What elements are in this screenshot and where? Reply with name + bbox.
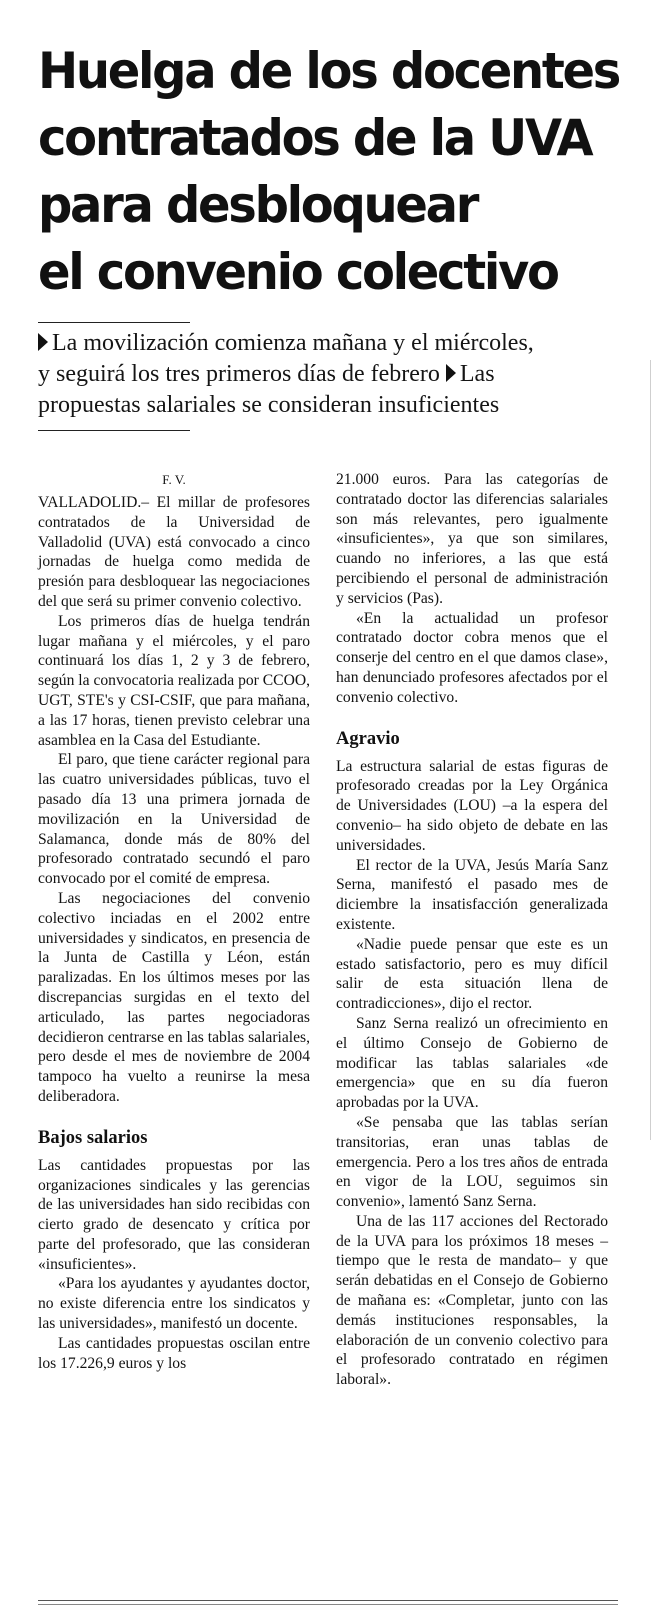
subheadline-line-3 <box>38 390 628 421</box>
paragraph: Las negociaciones del convenio colectivo inciadas en el 2002 entre universidades y sindicatos, en presencia de la Junta de Castilla y Léon, están paralizadas. En los últimos meses por las discrepancias surgidas en el texto del articulado, las partes negociadoras decidieron centrarse en las tablas salariales, pero desde el mes de noviembre de 2004 tampoco ha vuelto a reunirse la mesa deliberadora. <box>38 889 310 1105</box>
paragraph: Sanz Serna realizó un ofrecimiento en el último Consejo de Gobierno de modificar las tablas salariales «de emergencia» que en su día fueron aprobadas por la UVA. <box>336 1014 608 1112</box>
paragraph: 21.000 euros. Para las categorías de contratado doctor las diferencias salariales son más relevantes, pero igualmente «insuficientes», ya que son similares, cuando no inferiores, a las que está percibiendo el personal de administración y servicios (Pas). <box>336 471 608 607</box>
subheadline-text: La movilización comienza mañana y el miércoles, <box>52 330 534 356</box>
article-column-right <box>336 470 608 1390</box>
headline-line: contratados de la UVA <box>38 109 592 167</box>
dateline: VALLADOLID.– <box>38 494 150 511</box>
paragraph: «En la actualidad un profesor contratado doctor cobra menos que el conserje del centro en el que damos clase», han denunciado profesores afectados por el convenio colectivo. <box>336 609 608 706</box>
subheadline-text: Las <box>459 361 495 387</box>
subheadline-top-rule <box>38 322 190 323</box>
footer-rule <box>38 1600 618 1601</box>
subheadline-text: y seguirá los tres primeros días de febrero <box>38 361 440 387</box>
headline <box>38 38 620 306</box>
byline: F. V. <box>162 472 186 487</box>
paragraph: «Nadie puede pensar que este es un estado satisfactorio, pero es muy difícil salir de esta situación llena de contradicciones», dijo el rector. <box>336 935 608 1013</box>
subheadline <box>38 328 628 421</box>
subheadline-bottom-rule <box>38 430 190 431</box>
paragraph <box>38 493 310 612</box>
paragraph-text: El millar de profesores contratados de la Universidad de Valladolid (UVA) está convocado a cinco jornadas de huelga como medida de presión para desbloquear las negociaciones del que será su primer convenio colectivo. <box>38 494 310 610</box>
headline-line: el convenio colectivo <box>38 243 558 301</box>
paragraph: «Se pensaba que las tablas serían transitorias, eran unas tablas de emergencia. Pero a los tres años de entrada en vigor de la LOU, seguimos sin convenio», lamentó Sanz Serna. <box>336 1113 608 1211</box>
triangle-bullet-icon <box>38 333 48 351</box>
footer-rule <box>38 1604 618 1605</box>
section-heading-bajos-salarios: Bajos salarios <box>38 1127 148 1148</box>
article-column-left <box>38 470 310 1373</box>
paragraph: El rector de la UVA, Jesús María Sanz Serna, manifestó el pasado mes de diciembre la insatisfacción generalizada existente. <box>336 856 608 933</box>
paragraph: «Para los ayudantes y ayudantes doctor, no existe diferencia entre los sindicatos y las universidades», manifestó un docente. <box>38 1275 310 1333</box>
page-margin-line <box>650 360 651 1140</box>
subheadline-line-2 <box>38 359 628 390</box>
triangle-bullet-icon <box>446 364 456 382</box>
paragraph: Las cantidades propuestas por las organizaciones sindicales y las gerencias de las universidades han sido recibidas con cierto grado de desencato y crítica por parte del profesorado, que las consideran «insuficientes». <box>38 1156 310 1273</box>
paragraph: La estructura salarial de estas figuras de profesorado creadas por la Ley Orgánica de Universidades (LOU) –a la espera del convenio– ha sido objeto de debate en las universidades. <box>336 757 608 854</box>
paragraph: Las cantidades propuestas oscilan entre los 17.226,9 euros y los <box>38 1334 310 1372</box>
paragraph: Los primeros días de huelga tendrán lugar mañana y el miércoles, y el paro continuará los días 1, 2 y 3 de febrero, según la convocatoria realizada por CCOO, UGT, STE's y CSI-CSIF, que para mañana, a las 17 horas, tienen previsto celebrar una asamblea en la Casa del Estudiante. <box>38 612 310 749</box>
subheadline-text: propuestas salariales se consideran insuficientes <box>38 392 500 418</box>
subheadline-line-1 <box>38 328 628 359</box>
headline-line: Huelga de los docentes <box>38 42 620 100</box>
paragraph: Una de las 117 acciones del Rectorado de la UVA para los próximos 18 meses –tiempo que le resta de mandato– y que serán debatidas en el Consejo de Gobierno de mañana es: «Completar, junto con las demás instituciones responsables, la elaboración de un convenio colectivo para el profesorado contratado en régimen laboral». <box>336 1212 608 1389</box>
paragraph: El paro, que tiene carácter regional para las cuatro universidades públicas, tuvo el pasado día 13 una primera jornada de movilización en la Universidad de Salamanca, donde más de 80% del profesorado contratado secundó el paro convocado por el comité de empresa. <box>38 751 310 888</box>
headline-line: para desbloquear <box>38 176 478 234</box>
section-heading-agravio: Agravio <box>336 728 400 749</box>
